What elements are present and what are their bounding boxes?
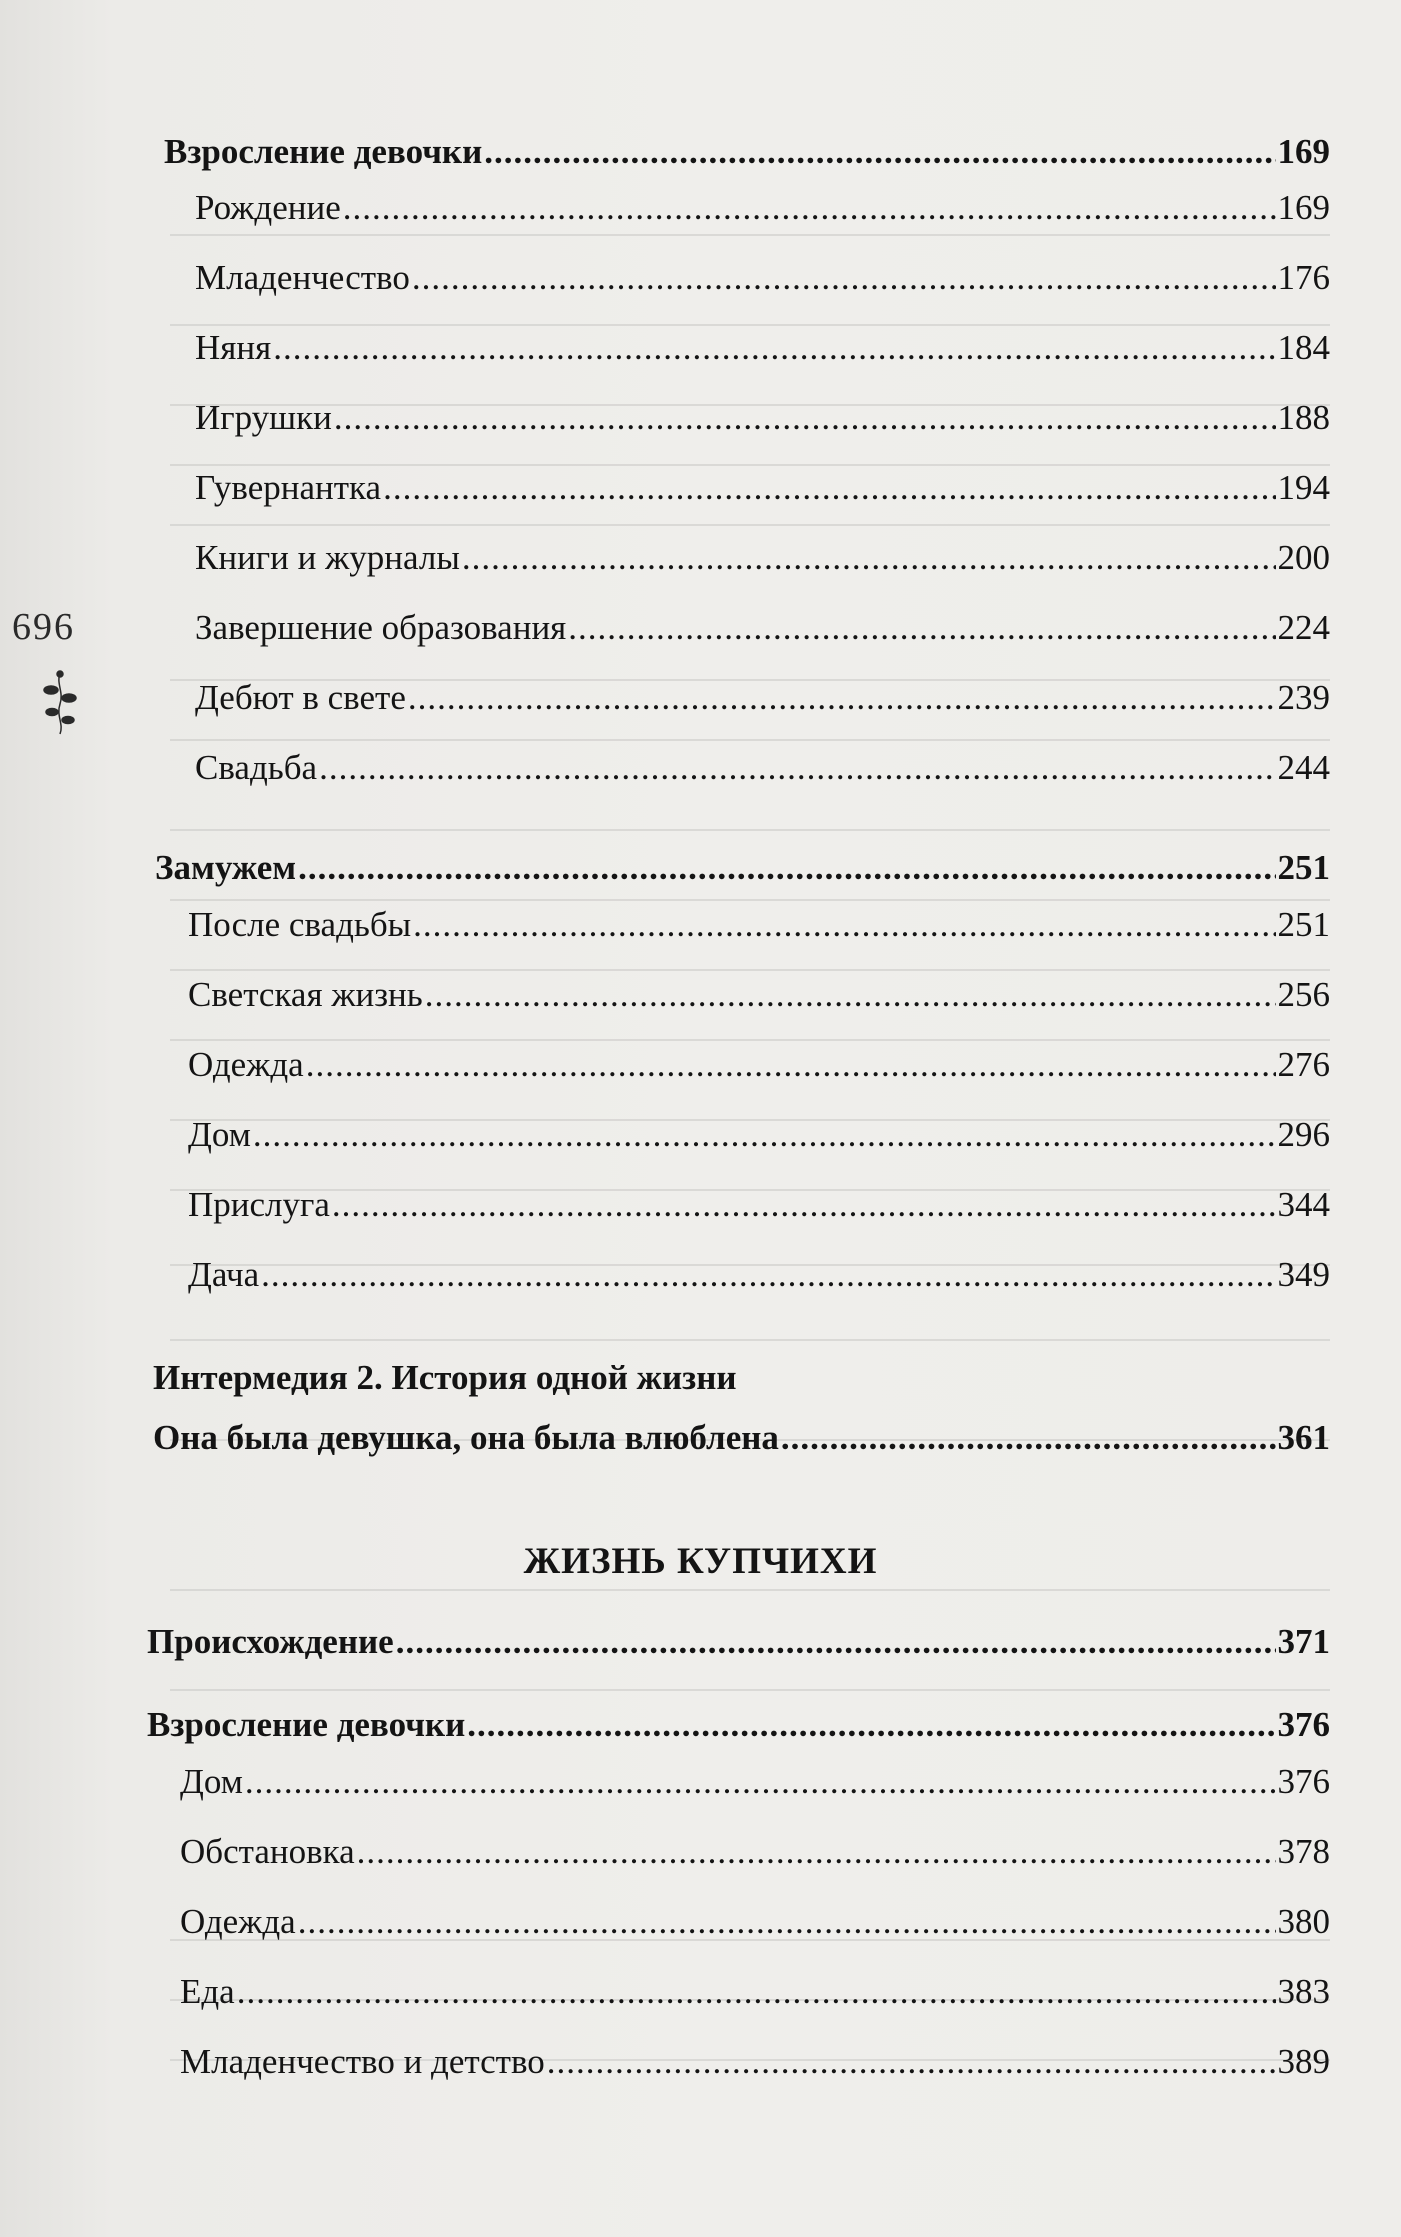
toc-heading-label: Происхождение (147, 1622, 394, 1661)
toc-entry[interactable] (195, 678, 1330, 718)
toc-entry[interactable] (195, 258, 1330, 298)
toc-entry[interactable] (180, 1972, 1330, 2012)
toc-page-number: 389 (1277, 2042, 1330, 2081)
dot-leader (332, 1185, 1276, 1225)
toc-entry-label: Младенчество (195, 258, 410, 297)
dot-leader (306, 1045, 1276, 1085)
toc-entry-label: Младенчество и детство (180, 2042, 545, 2081)
dot-leader (334, 398, 1276, 438)
toc-entry-label: Рождение (195, 188, 341, 227)
toc-entry[interactable] (188, 1255, 1330, 1295)
toc-entry[interactable] (188, 975, 1330, 1015)
toc-heading-label: Взросление девочки (164, 132, 483, 171)
toc-page-number: 176 (1277, 258, 1330, 297)
dot-leader (408, 678, 1276, 718)
toc-heading-label: Она была девушка, она была влюблена (153, 1418, 779, 1457)
dot-leader (343, 188, 1276, 228)
toc-heading-row[interactable] (147, 1622, 1330, 1662)
toc-entry[interactable] (180, 1832, 1330, 1872)
toc-page-number: 296 (1277, 1115, 1330, 1154)
toc-entry-label: Дача (188, 1255, 260, 1294)
toc-page-number: 184 (1277, 328, 1330, 367)
toc-page-number: 244 (1277, 748, 1330, 787)
toc-page-number: 371 (1277, 1622, 1330, 1661)
part-title[interactable]: ЖИЗНЬ КУПЧИХИ (523, 1541, 878, 1582)
toc-page-number: 188 (1277, 398, 1330, 437)
dot-leader (261, 1255, 1275, 1295)
toc-entry-label: Игрушки (195, 398, 332, 437)
page-number: 696 (12, 606, 75, 648)
toc-page-number: 256 (1277, 975, 1330, 1014)
toc-page-number: 276 (1277, 1045, 1330, 1084)
dot-leader (245, 1762, 1276, 1802)
toc-entry[interactable] (180, 1902, 1330, 1942)
toc-page-number: 344 (1277, 1185, 1330, 1224)
toc-page-number: 380 (1277, 1902, 1330, 1941)
dot-leader (547, 2042, 1276, 2082)
dot-leader (319, 748, 1275, 788)
toc-heading-row[interactable] (164, 132, 1330, 172)
toc-entry[interactable] (188, 1115, 1330, 1155)
toc-entry[interactable] (180, 1762, 1330, 1802)
dot-leader (396, 1622, 1276, 1662)
toc-entry[interactable] (188, 1185, 1330, 1225)
dot-leader (298, 1902, 1276, 1942)
dot-leader (237, 1972, 1276, 2012)
dot-leader (413, 905, 1275, 945)
toc-entry-label: Светская жизнь (188, 975, 423, 1014)
toc-page-number: 200 (1277, 538, 1330, 577)
toc-page-number: 383 (1277, 1972, 1330, 2011)
toc-entry-label: Дебют в свете (195, 678, 406, 717)
toc-entry[interactable] (195, 398, 1330, 438)
toc-page-number: 169 (1277, 188, 1330, 227)
toc-entry[interactable] (195, 748, 1330, 788)
dot-leader (781, 1418, 1276, 1458)
toc-entry-label: После свадьбы (188, 905, 412, 944)
toc-entry-label: Дом (188, 1115, 251, 1154)
toc-entry-label: Прислуга (188, 1185, 330, 1224)
toc-entry-label: Дом (180, 1762, 243, 1801)
dot-leader (467, 1705, 1275, 1745)
toc-entry-label: Няня (195, 328, 272, 367)
toc-page-number: 378 (1277, 1832, 1330, 1871)
toc-page-number: 376 (1277, 1705, 1330, 1744)
toc-entry[interactable] (195, 468, 1330, 508)
dot-leader (273, 328, 1275, 368)
toc-entry[interactable] (180, 2042, 1330, 2082)
toc-page-number: 361 (1277, 1418, 1330, 1457)
toc-entry[interactable] (195, 328, 1330, 368)
dot-leader (253, 1115, 1276, 1155)
toc-page-number: 239 (1277, 678, 1330, 717)
toc-entry-label: Завершение образования (195, 608, 567, 647)
toc-entry[interactable] (195, 188, 1330, 228)
intermedia-title[interactable]: Интермедия 2. История одной жизни (153, 1358, 737, 1397)
toc-entry-label: Еда (180, 1972, 235, 2011)
toc-entry-label: Одежда (188, 1045, 304, 1084)
toc-heading-label: Взросление девочки (147, 1705, 466, 1744)
toc-page-number: 349 (1277, 1255, 1330, 1294)
toc-entry-label: Гувернантка (195, 468, 382, 507)
toc-entry-label: Одежда (180, 1902, 296, 1941)
toc-page-number: 194 (1277, 468, 1330, 507)
dot-leader (425, 975, 1276, 1015)
toc-page-number: 376 (1277, 1762, 1330, 1801)
toc-entry[interactable] (195, 608, 1330, 648)
toc-page-number: 169 (1277, 132, 1330, 171)
toc-entry-label: Обстановка (180, 1832, 355, 1871)
toc-page-number: 224 (1277, 608, 1330, 647)
toc-entry[interactable] (195, 538, 1330, 578)
dot-leader (357, 1832, 1276, 1872)
toc-entry[interactable] (188, 905, 1330, 945)
toc-heading-row[interactable] (147, 1705, 1330, 1745)
toc-heading-row[interactable] (153, 1418, 1330, 1458)
toc-heading-row[interactable] (155, 848, 1330, 888)
dot-leader (568, 608, 1275, 648)
dot-leader (462, 538, 1276, 578)
dot-leader (298, 848, 1275, 888)
dot-leader (412, 258, 1276, 298)
dot-leader (484, 132, 1275, 172)
toc-heading-label: Замужем (155, 848, 297, 887)
toc-entry[interactable] (188, 1045, 1330, 1085)
toc-page-number: 251 (1277, 848, 1330, 887)
toc-page-number: 251 (1277, 905, 1330, 944)
toc-entry-label: Книги и журналы (195, 538, 460, 577)
dot-leader (383, 468, 1275, 508)
toc-entry-label: Свадьба (195, 748, 318, 787)
